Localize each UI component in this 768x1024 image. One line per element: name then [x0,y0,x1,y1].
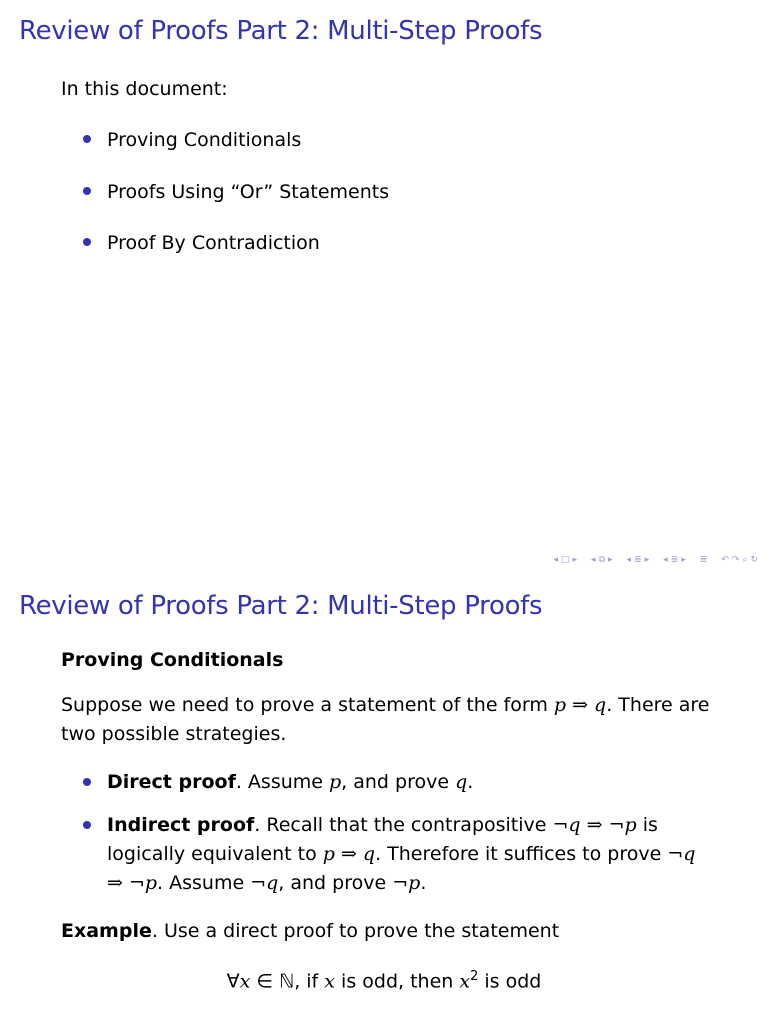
intro-text: In this document: [61,78,228,100]
nav-prev-icon[interactable]: ◂ [626,555,632,565]
list-item: Direct proof. Assume p, and prove q. [83,768,703,797]
bullet-icon [83,238,91,246]
intro-paragraph: Suppose we need to prove a statement of the form p ⇒ q. There are two possible strategies. [61,694,710,745]
bullet-icon [83,778,91,786]
slide-title: Review of Proofs Part 2: Multi-Step Proofs [19,591,543,621]
nav-next-icon[interactable]: ▸ [681,555,686,565]
section-heading: Proving Conditionals [61,649,284,671]
example-paragraph: Example. Use a direct proof to prove the statement [61,920,560,942]
nav-subsection-icon[interactable]: ⧉ [598,555,606,565]
nav-search-icon[interactable]: ⌕ [742,555,748,565]
contents-list [83,129,389,284]
list-item-label: Proof By Contradiction [107,232,320,254]
nav-frame-icon[interactable]: □ [561,555,570,565]
nav-refresh-icon[interactable]: ↻ [750,555,758,565]
nav-outline-icon[interactable]: ≣ [699,555,708,565]
bullet-icon [83,135,91,143]
slide-title: Review of Proofs Part 2: Multi-Step Proofs [19,16,543,46]
slide-2 [0,575,768,1024]
nav-next-icon[interactable]: ▸ [572,555,578,565]
strategy-list [83,768,703,912]
nav-document-icon[interactable]: ≣ [670,555,679,565]
list-item [83,129,389,181]
display-math: ∀x ∈ ℕ, if x is odd, then $x^2$ is odd [226,969,542,993]
beamer-navigation-bar [553,555,758,565]
nav-next-icon[interactable]: ▸ [608,555,613,565]
bullet-icon [83,821,91,829]
nav-next-icon[interactable]: ▸ [644,555,650,565]
nav-section-icon[interactable]: ≣ [634,555,642,565]
nav-prev-icon[interactable]: ◂ [591,555,596,565]
list-item-label: Proofs Using “Or” Statements [107,180,390,203]
nav-prev-icon[interactable]: ◂ [553,555,558,565]
nav-prev-icon[interactable]: ◂ [663,555,668,565]
list-item: Indirect proof. Recall that the contrapositive ¬q ⇒ ¬p is logically equivalent to p ⇒ q. Therefore it suffices to prove ¬q ⇒ ¬p. Assume ¬q, and prove ¬p. [83,811,703,898]
nav-forward-icon[interactable]: ↷ [731,555,740,565]
list-item [83,232,389,284]
list-item-label: Proving Conditionals [107,129,302,151]
nav-back-icon[interactable]: ↶ [721,555,729,565]
list-item [83,181,389,233]
bullet-icon [83,187,91,195]
